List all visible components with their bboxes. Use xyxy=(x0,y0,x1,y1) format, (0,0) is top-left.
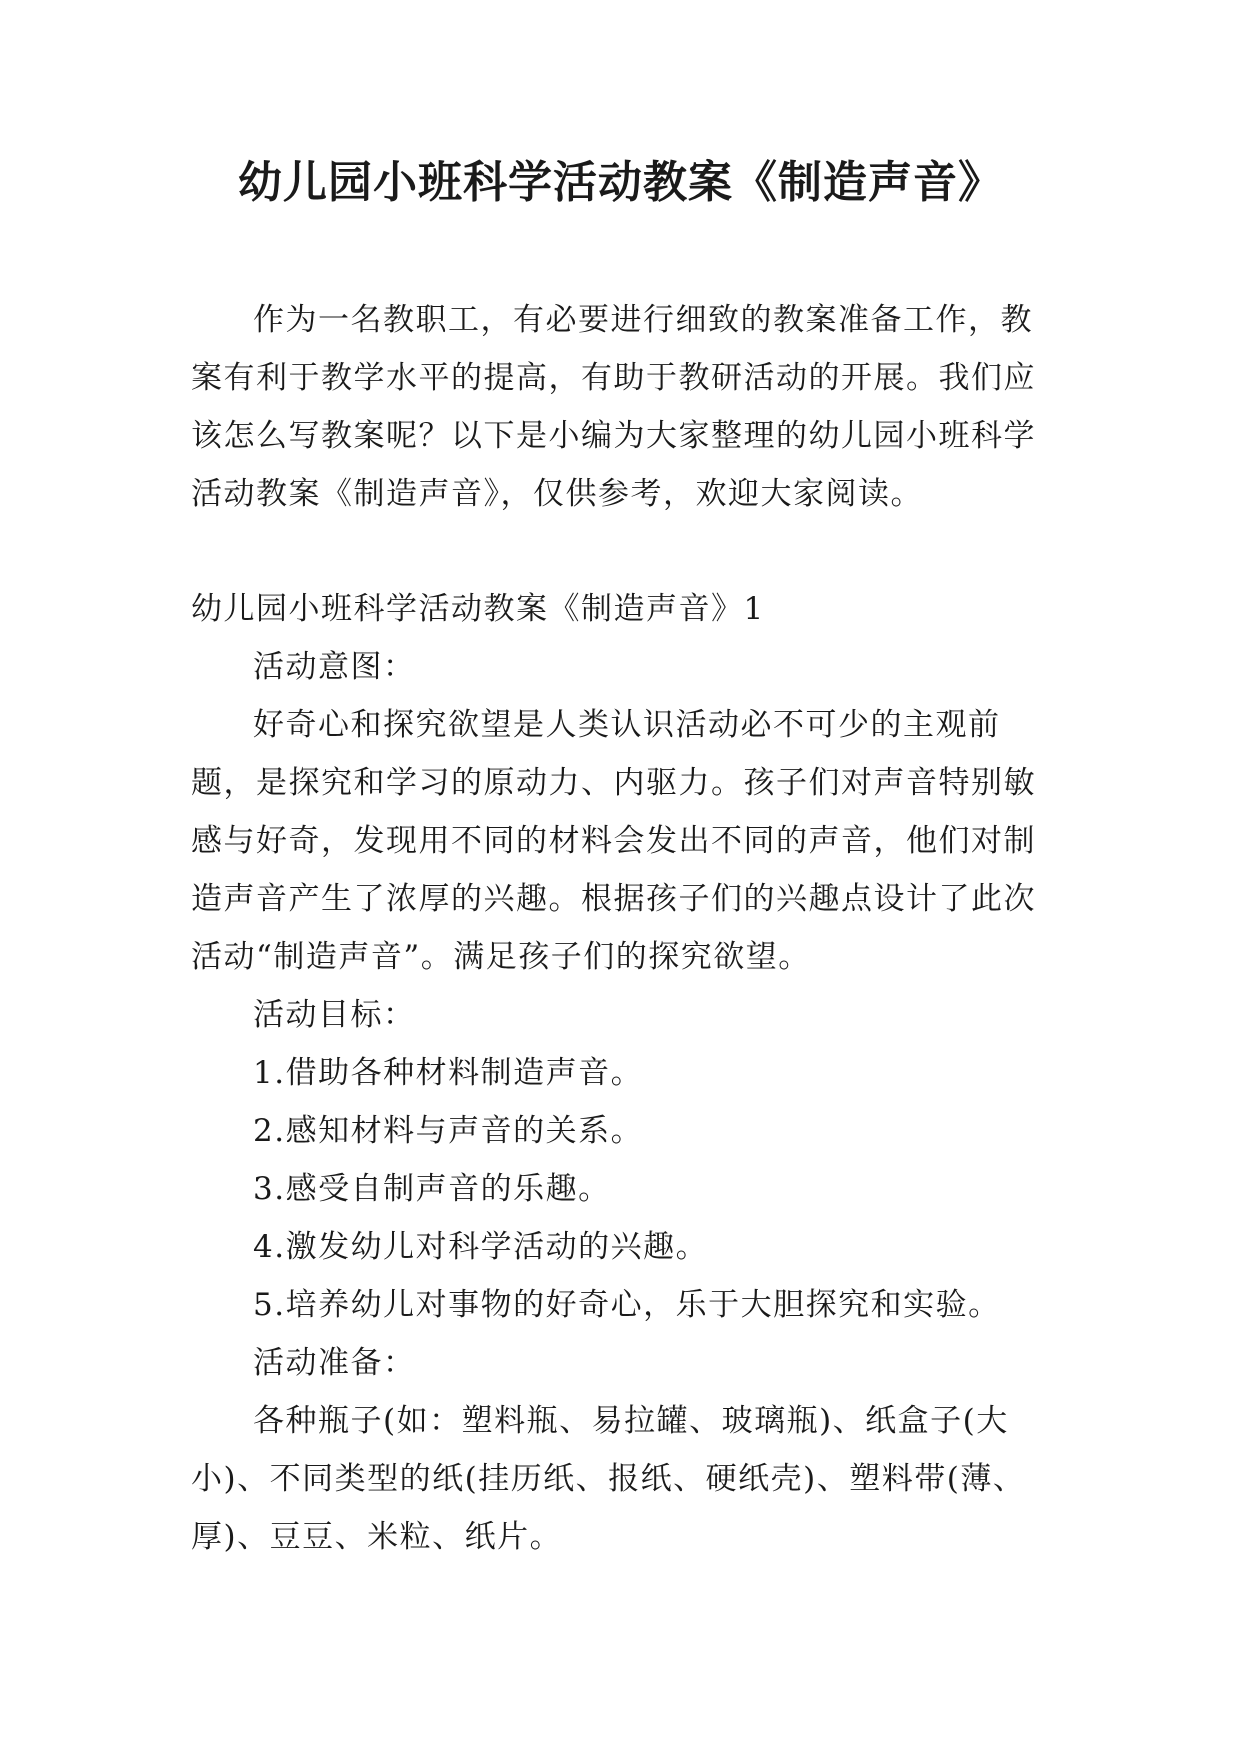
intro-paragraph: 作为一名教职工，有必要进行细致的教案准备工作，教案有利于教学水平的提高，有助于教研活动的开展。我们应该怎么写教案呢？以下是小编为大家整理的幼儿园小班科学活动教案《制造声音》，仅供参考，欢迎大家阅读。 xyxy=(191,302,1036,512)
goal-item: 4.激发幼儿对科学活动的兴趣。 xyxy=(253,1229,709,1265)
goal-item: 3.感受自制声音的乐趣。 xyxy=(253,1171,611,1207)
prep-heading: 活动准备： xyxy=(253,1345,416,1381)
goal-item: 2.感知材料与声音的关系。 xyxy=(253,1113,644,1149)
document-title: 幼儿园小班科学活动教案《制造声音》 xyxy=(238,157,1003,208)
intro-block xyxy=(191,291,1051,523)
intent-paragraph: 好奇心和探究欲望是人类认识活动必不可少的主观前题，是探究和学习的原动力、内驱力。孩子们对声音特别敏感与好奇，发现用不同的材料会发出不同的声音，他们对制造声音产生了浓厚的兴趣。根据孩子们的兴趣点设计了此次活动“制造声音”。满足孩子们的探究欲望。 xyxy=(191,707,1036,975)
prep-paragraph: 各种瓶子(如：塑料瓶、易拉罐、玻璃瓶)、纸盒子(大小)、不同类型的纸(挂历纸、报纸、硬纸壳)、塑料带(薄、厚)、豆豆、米粒、纸片。 xyxy=(191,1403,1026,1555)
lesson-plan-body xyxy=(191,580,1051,1566)
section-title: 幼儿园小班科学活动教案《制造声音》1 xyxy=(191,591,765,627)
goals-heading: 活动目标： xyxy=(253,997,416,1033)
goal-item: 1.借助各种材料制造声音。 xyxy=(253,1055,644,1091)
goal-item: 5.培养幼儿对事物的好奇心，乐于大胆探究和实验。 xyxy=(253,1287,1001,1323)
intent-heading: 活动意图： xyxy=(253,649,416,685)
